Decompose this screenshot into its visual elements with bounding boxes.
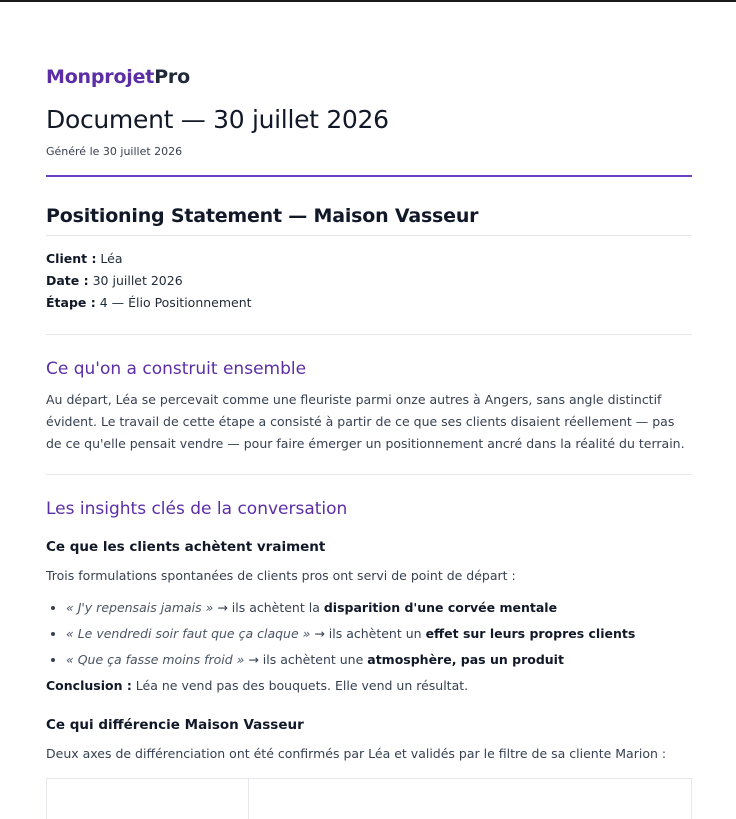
client-quote: « Le vendredi soir faut que ça claque » <box>66 626 311 641</box>
section-heading-insights: Les insights clés de la conversation <box>46 499 348 519</box>
table-cell <box>47 779 249 819</box>
section-heading-built-together: Ce qu'on a construit ensemble <box>46 359 307 379</box>
differentiation-table <box>46 778 692 819</box>
document-title: Document — 30 juillet 2026 <box>46 105 389 134</box>
brand-name-part1: Monprojet <box>46 66 155 88</box>
conclusion-text: Léa ne vend pas des bouquets. Elle vend un résultat. <box>131 678 469 693</box>
insight-result: atmosphère, pas un produit <box>367 652 564 667</box>
section-paragraph-built-together: Au départ, Léa se percevait comme une fleuriste parmi onze autres à Angers, sans angle distinctif évident. Le travail de cette étape a consisté à partir de ce que ses clients disaient réellement — pas de ce qu'elle pensait vendre — pour faire émerger un positionnement ancré dans la réalité du terrain. <box>46 392 685 451</box>
list-item <box>66 621 692 647</box>
list-item <box>66 647 692 673</box>
meta-client-label: Client : <box>46 251 97 266</box>
meta-stage <box>46 292 692 314</box>
insight-arrow-text: → ils achètent une <box>244 652 368 667</box>
header-divider <box>46 175 692 177</box>
insight-result: disparition d'une corvée mentale <box>323 600 558 615</box>
subheading-what-clients-buy: Ce que les clients achètent vraiment <box>46 539 326 555</box>
meta-client <box>46 248 692 270</box>
document-page <box>0 64 736 819</box>
subheading-differentiation: Ce qui différencie Maison Vasseur <box>46 717 304 733</box>
brand-name-part2: Pro <box>154 66 190 88</box>
meta-date-label: Date : <box>46 273 89 288</box>
insights-intro: Trois formulations spontanées de clients pros ont servi de point de départ : <box>46 568 516 583</box>
meta-stage-value: 4 — Élio Positionnement <box>95 295 252 310</box>
statement-title: Positioning Statement — Maison Vasseur <box>46 205 479 227</box>
meta-date <box>46 270 692 292</box>
brand-logo <box>46 64 692 90</box>
insight-arrow-text: → ils achètent la <box>213 600 324 615</box>
section-divider <box>46 334 692 335</box>
client-quote: « J'y repensais jamais » <box>66 600 214 615</box>
conclusion <box>46 675 692 697</box>
client-quote: « Que ça fasse moins froid » <box>66 652 245 667</box>
meta-stage-label: Étape : <box>46 295 96 310</box>
title-divider <box>46 235 692 236</box>
statement-meta <box>46 248 692 314</box>
section-divider <box>46 474 692 475</box>
insight-result: effet sur leurs propres clients <box>425 626 636 641</box>
meta-client-value: Léa <box>96 251 123 266</box>
list-item <box>66 595 692 621</box>
meta-date-value: 30 juillet 2026 <box>88 273 183 288</box>
insight-arrow-text: → ils achètent un <box>310 626 426 641</box>
insights-list <box>46 595 692 673</box>
generated-date: Généré le 30 juillet 2026 <box>46 145 183 158</box>
differentiation-intro: Deux axes de différenciation ont été confirmés par Léa et validés par le filtre de sa cliente Marion : <box>46 746 667 761</box>
conclusion-label: Conclusion : <box>46 678 132 693</box>
